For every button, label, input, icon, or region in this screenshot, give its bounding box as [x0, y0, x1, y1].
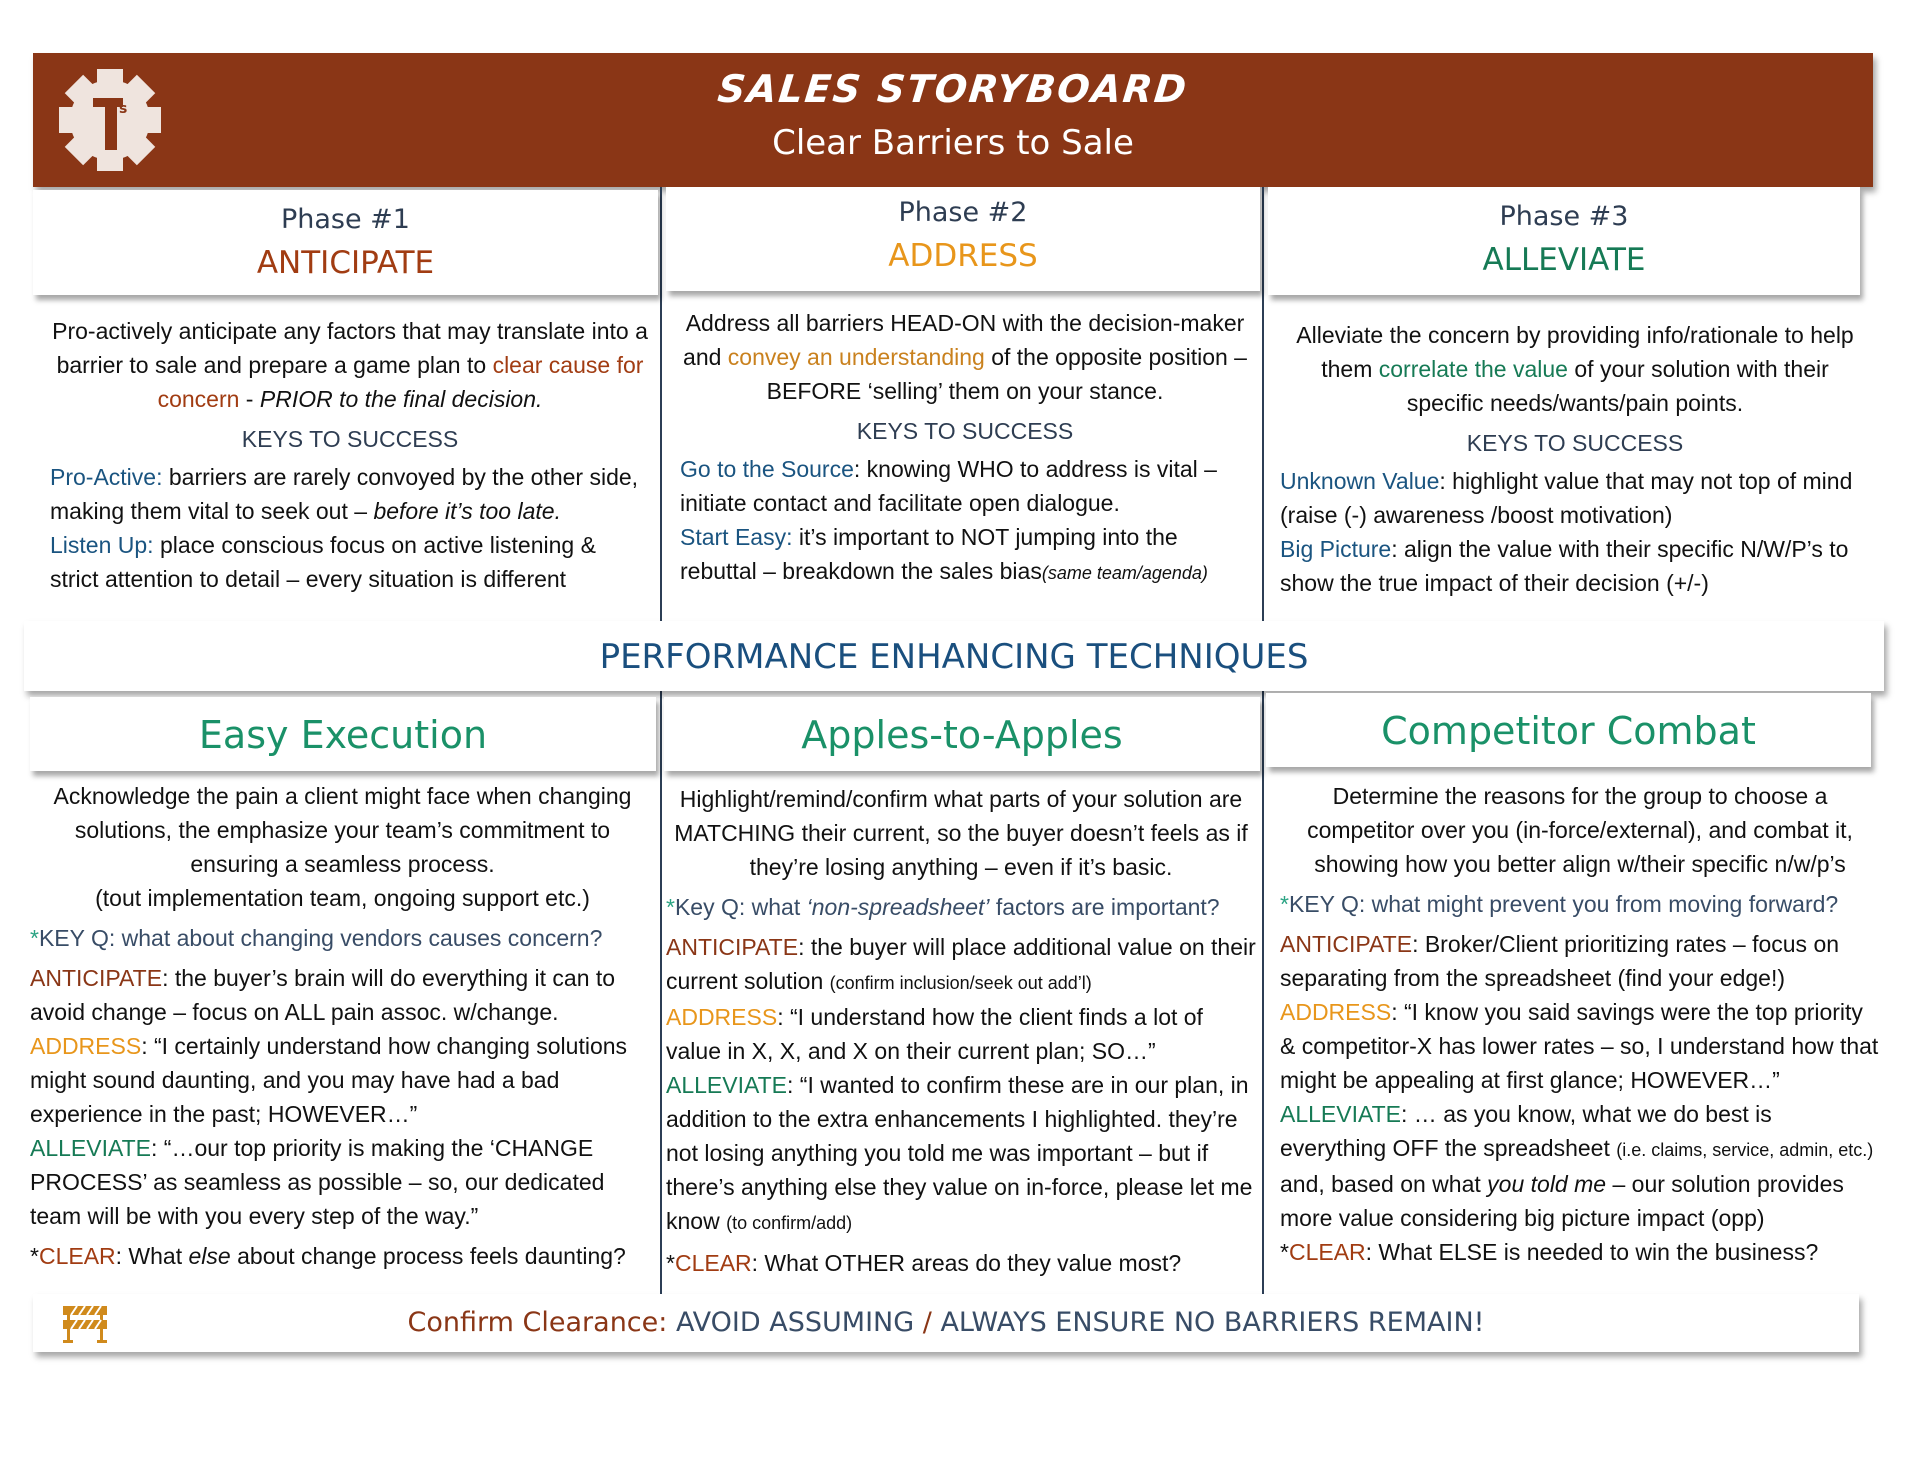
technique-2-header: [664, 697, 1260, 771]
address-step: ADDRESS: “I certainly understand how changing solutions might sound daunting, and you may have had a bad experience in the past; HOWEVER…”: [30, 1033, 628, 1127]
column-divider: [660, 187, 662, 1352]
phase-2-header: [666, 187, 1260, 291]
key-item: Start Easy: it’s important to NOT jumping into the rebuttal – breakdown the sales bias(same team/agenda): [680, 524, 1208, 584]
phase-number: Phase #1: [280, 204, 410, 235]
phase-1-body: [50, 314, 650, 596]
page-title: SALES STORYBOARD: [715, 67, 1191, 111]
keys-title: KEYS TO SUCCESS: [1466, 430, 1684, 456]
technique-intro: Acknowledge the pain a client might face when changing solutions, the emphasize your team’s commitment to ensuring a seamless process.: [53, 783, 632, 877]
phase-intro: Address all barriers HEAD-ON with the decision-maker and convey an understanding of the opposite position – BEFORE ‘selling’ them on your stance.: [683, 310, 1247, 404]
phase-number: Phase #3: [1499, 201, 1629, 232]
technique-3-header: [1266, 693, 1871, 767]
key-question: *Key Q: what ‘non-spreadsheet’ factors are important?: [666, 894, 1220, 920]
clear-step: *CLEAR: What ELSE is needed to win the business?: [1280, 1239, 1819, 1265]
key-question: *KEY Q: what about changing vendors causes concern?: [30, 925, 603, 951]
technique-3-body: [1280, 779, 1880, 1269]
technique-1-body: [30, 779, 655, 1273]
technique-1-header: [30, 697, 656, 771]
phase-1-header: [33, 190, 658, 295]
technique-title: Easy Execution: [198, 713, 488, 757]
confirm-clearance-bar: [33, 1294, 1859, 1352]
phase-3-header: [1268, 187, 1860, 295]
clear-step: *CLEAR: What OTHER areas do they value most?: [666, 1250, 1182, 1276]
keys-title: KEYS TO SUCCESS: [856, 418, 1074, 444]
svg-text:s: s: [119, 101, 128, 117]
technique-title: Apples-to-Apples: [801, 713, 1123, 757]
key-question: *KEY Q: what might prevent you from moving forward?: [1280, 891, 1839, 917]
key-item: Pro-Active: barriers are rarely convoyed by the other side, making them vital to seek out – before it’s too late.: [50, 464, 639, 524]
address-step: ADDRESS: “I know you said savings were the top priority & competitor-X has lower rates – so, I understand how that might be appealing at first glance; HOWEVER…”: [1280, 999, 1879, 1093]
page-subtitle: Clear Barriers to Sale: [772, 123, 1134, 163]
clear-step: *CLEAR: What else about change process feels daunting?: [30, 1243, 626, 1269]
key-item: Big Picture: align the value with their specific N/W/P’s to show the true impact of their decision (+/-): [1280, 536, 1849, 596]
phase-name: ALLEVIATE: [1482, 242, 1646, 278]
phase-intro: Alleviate the concern by providing info/rationale to help them correlate the value of your solution with their specific needs/wants/pain points.: [1296, 322, 1854, 416]
anticipate-step: ANTICIPATE: Broker/Client prioritizing rates – focus on separating from the spreadsheet (find your edge!): [1280, 931, 1840, 991]
key-item: Go to the Source: knowing WHO to address is vital – initiate contact and facilitate open dialogue.: [680, 456, 1217, 516]
technique-title: Competitor Combat: [1381, 709, 1756, 753]
alleviate-step: ALLEVIATE: “…our top priority is making the ‘CHANGE PROCESS’ as seamless as possible – so, our dedicated team will be with you every step of the way.”: [30, 1135, 605, 1229]
alleviate-step: ALLEVIATE: “I wanted to confirm these are in our plan, in addition to the extra enhancements I highlighted. they’re not losing anything you told me was important – but if there’s anything else they value on in-force, please let me know (to confirm/add): [666, 1072, 1253, 1234]
phase-2-body: [680, 306, 1250, 590]
phase-3-body: [1280, 318, 1870, 600]
column-divider: [1262, 187, 1264, 1352]
anticipate-step: ANTICIPATE: the buyer will place additional value on their current solution (confirm inclusion/seek out add’l): [666, 934, 1256, 994]
phase-intro: Pro-actively anticipate any factors that may translate into a barrier to sale and prepare a game plan to clear cause for concern - PRIOR to the final decision.: [52, 318, 648, 412]
techniques-banner: [24, 621, 1884, 691]
anticipate-step: ANTICIPATE: the buyer’s brain will do everything it can to avoid change – focus on ALL pain assoc. w/change.: [30, 965, 616, 1025]
techniques-banner-title: PERFORMANCE ENHANCING TECHNIQUES: [599, 637, 1309, 677]
technique-intro-note: (tout implementation team, ongoing support etc.): [95, 885, 590, 911]
phase-name: ANTICIPATE: [256, 245, 435, 281]
technique-intro: Determine the reasons for the group to choose a competitor over you (in-force/external), and combat it, showing how you better align w/their specific n/w/p’s: [1307, 783, 1853, 877]
keys-title: KEYS TO SUCCESS: [241, 426, 459, 452]
alleviate-step: ALLEVIATE: … as you know, what we do best is everything OFF the spreadsheet (i.e. claims, service, admin, etc.) and, based on what you told me – our solution provides more value considering big picture impact (opp): [1280, 1101, 1874, 1231]
confirm-clearance-text: Confirm Clearance: AVOID ASSUMING / ALWAYS ENSURE NO BARRIERS REMAIN!: [407, 1307, 1485, 1338]
phase-number: Phase #2: [898, 197, 1028, 228]
technique-2-body: [666, 782, 1256, 1280]
technique-intro: Highlight/remind/confirm what parts of your solution are MATCHING their current, so the buyer doesn’t feels as if they’re losing anything – even if it’s basic.: [674, 786, 1248, 880]
address-step: ADDRESS: “I understand how the client finds a lot of value in X, X, and X on their current plan; SO…”: [666, 1004, 1203, 1064]
key-item: Unknown Value: highlight value that may not top of mind (raise (-) awareness /boost motivation): [1280, 468, 1853, 528]
phase-name: ADDRESS: [888, 238, 1038, 274]
header-banner: [33, 53, 1873, 187]
key-item: Listen Up: place conscious focus on active listening & strict attention to detail – every situation is different: [50, 532, 596, 592]
